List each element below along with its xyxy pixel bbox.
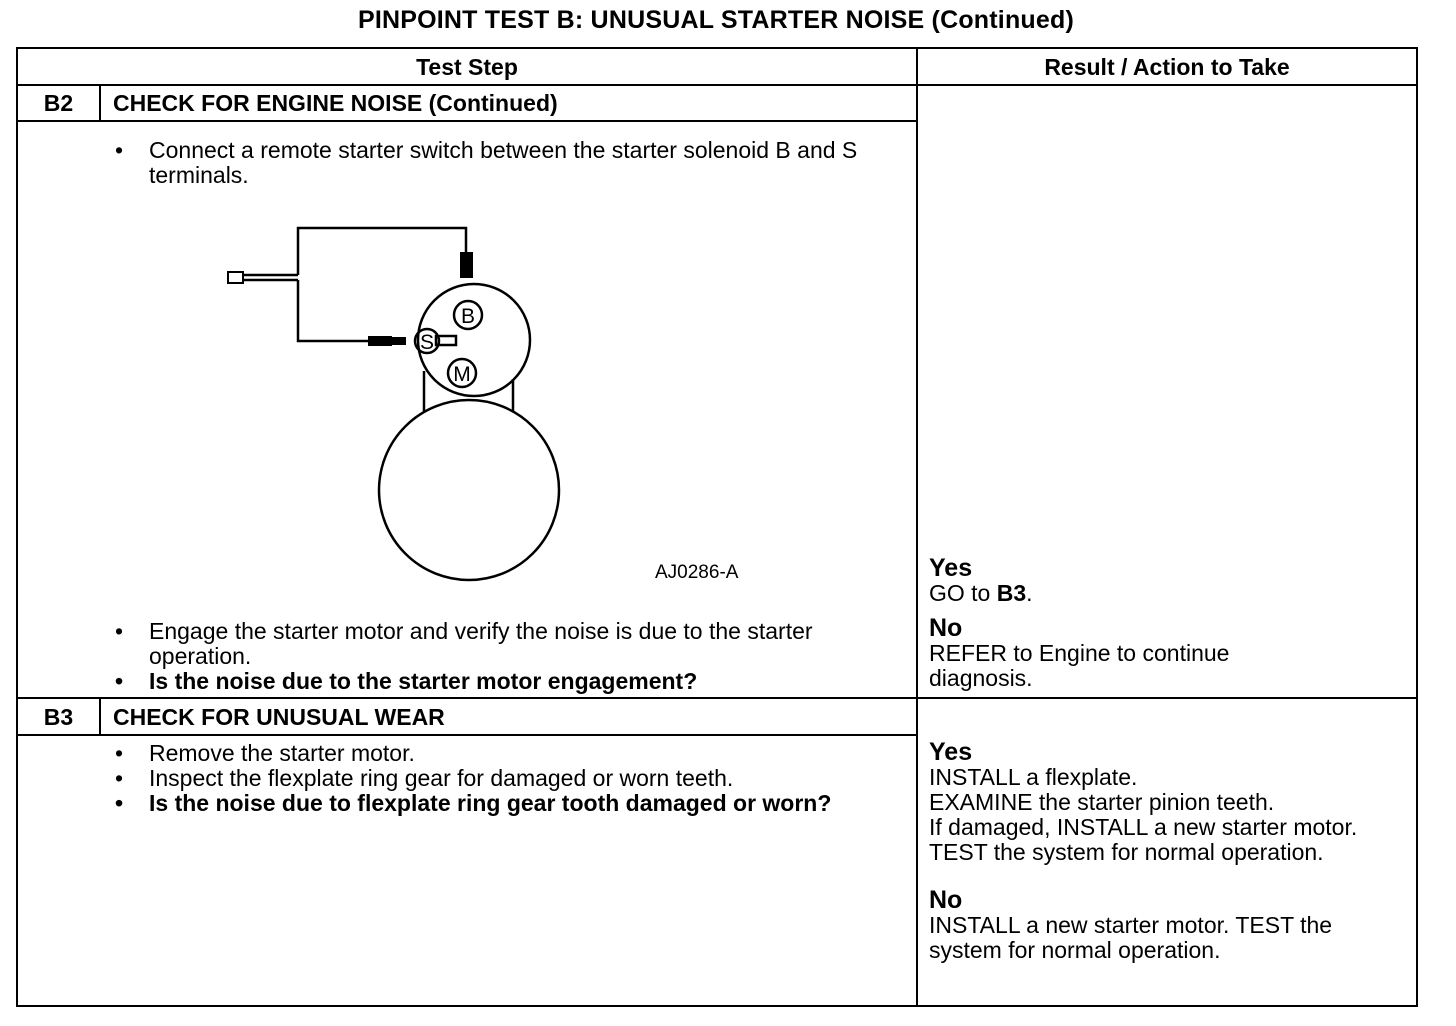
terminal-m-label: M: [453, 363, 471, 386]
header-test-step: Test Step: [416, 54, 518, 80]
figure-label: AJ0286-A: [655, 562, 739, 583]
header-result-action: Result / Action to Take: [1044, 54, 1290, 80]
b3-yes-label: Yes: [929, 738, 973, 766]
b3-yes-line: INSTALL a flexplate.: [929, 764, 1138, 790]
step-title-b2: CHECK FOR ENGINE NOISE (Continued): [113, 90, 558, 116]
list-item: • Connect a remote starter switch between the starter solenoid B and S terminals.: [108, 138, 888, 188]
b3-reference: B3: [996, 580, 1027, 606]
b3-yes-line: TEST the system for normal operation.: [929, 839, 1324, 865]
b3-instructions: [108, 741, 848, 816]
list-item: • Inspect the flexplate ring gear for damaged or worn teeth.: [108, 766, 848, 791]
b2-no-label: No: [929, 614, 963, 642]
list-item: • Remove the starter motor.: [108, 741, 848, 766]
starter-wiring-diagram: [220, 220, 580, 582]
b2-no-action: REFER to Engine to continue diagnosis.: [929, 640, 1230, 691]
terminal-b-label: B: [460, 305, 476, 328]
b2-results: [929, 555, 1409, 691]
b2-instructions-after: [108, 619, 888, 694]
b2-instructions-before: [108, 138, 888, 188]
b3-yes-line: If damaged, INSTALL a new starter motor.: [929, 814, 1358, 840]
b2-yes-label: Yes: [929, 554, 973, 582]
b3-yes-line: EXAMINE the starter pinion teeth.: [929, 789, 1275, 815]
list-item: • Engage the starter motor and verify the noise is due to the starter operation.: [108, 619, 888, 669]
step-title-b3: CHECK FOR UNUSUAL WEAR: [113, 704, 445, 730]
b2-yes-action: GO to B3.: [929, 580, 1033, 606]
b3-no-label: No: [929, 886, 963, 914]
step-id-b3: B3: [43, 704, 74, 730]
step-id-b2: B2: [43, 90, 74, 116]
list-item: • Is the noise due to flexplate ring gear tooth damaged or worn?: [108, 791, 848, 816]
terminal-s-label: S: [419, 331, 435, 354]
page-title: PINPOINT TEST B: UNUSUAL STARTER NOISE (Continued): [357, 6, 1074, 34]
b3-no-action: INSTALL a new starter motor. TEST the system for normal operation.: [929, 912, 1333, 963]
b3-results: [929, 739, 1413, 963]
list-item: • Is the noise due to the starter motor engagement?: [108, 669, 888, 694]
